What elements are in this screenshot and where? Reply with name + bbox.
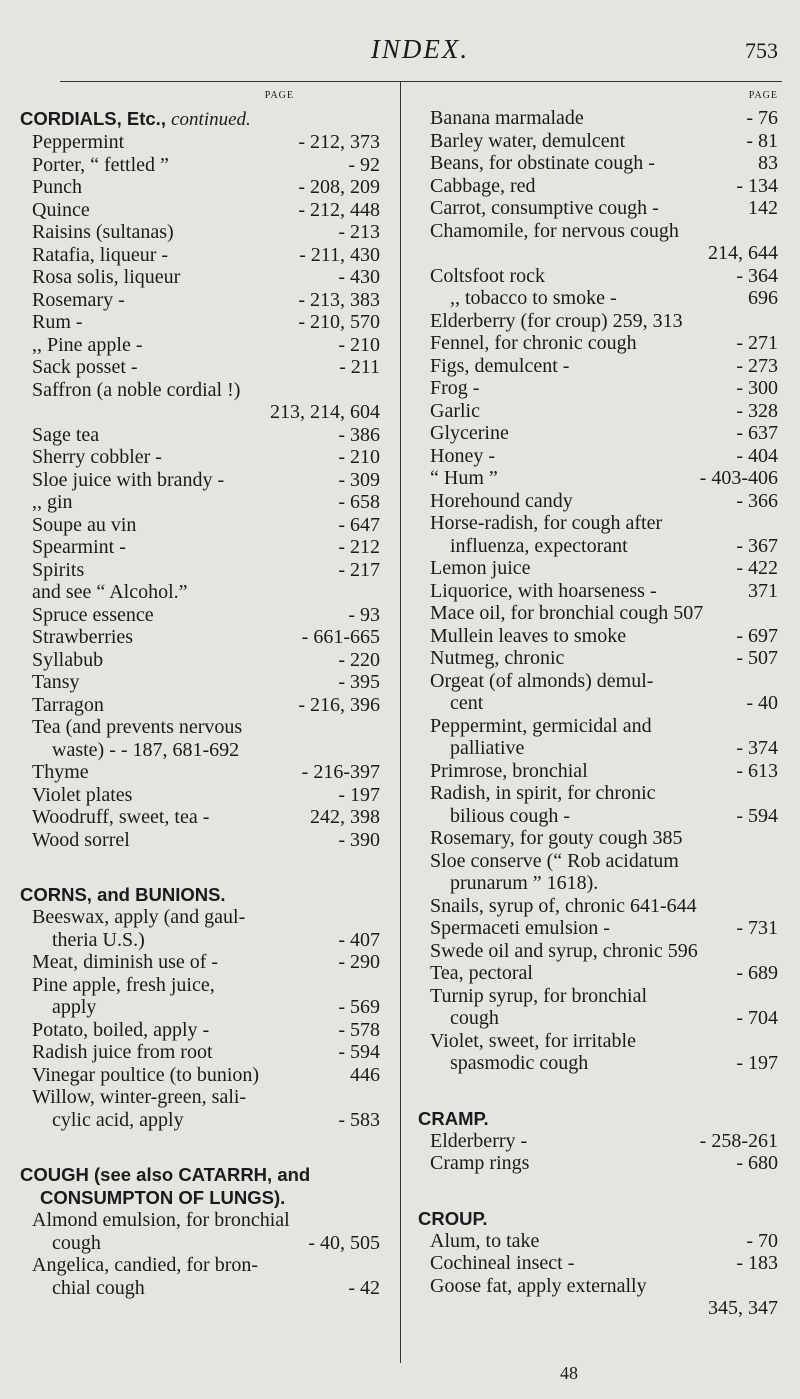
index-entry <box>20 784 380 807</box>
index-entry <box>20 311 380 334</box>
entry-pages: - 76 <box>742 107 778 130</box>
entry-pages: - 364 <box>732 265 778 288</box>
entry-pages: - 290 <box>334 951 380 974</box>
index-entry <box>418 467 778 490</box>
index-entry <box>418 197 778 220</box>
entry-text: Strawberries <box>32 626 134 648</box>
index-entry <box>20 559 380 582</box>
index-entry <box>20 1277 380 1300</box>
index-entry <box>418 287 778 310</box>
index-entry <box>418 805 778 828</box>
index-entry <box>418 152 778 175</box>
entry-text: Mullein leaves to smoke <box>430 624 627 647</box>
entry-text: Horehound candy <box>430 489 573 512</box>
index-entry <box>418 782 778 805</box>
index-entry <box>20 906 380 929</box>
signature-mark: 48 <box>560 1363 578 1383</box>
entry-text: Thyme <box>32 761 89 783</box>
entry-pages: - 594 <box>334 1041 380 1064</box>
entry-text: Quince <box>32 198 90 221</box>
index-entry <box>20 829 380 852</box>
entry-pages: 345, 347 <box>708 1297 778 1319</box>
entry-text: Swede oil and syrup, chronic 596 <box>430 939 698 962</box>
index-entry <box>20 716 380 739</box>
entry-text: Peppermint <box>32 131 125 153</box>
entry-text: Saffron (a noble cordial !) <box>32 378 241 401</box>
page-header <box>60 34 780 74</box>
entry-pages: - 92 <box>344 154 380 177</box>
entry-text: Spirits <box>32 558 85 581</box>
entry-text: Barley water, demulcent <box>430 129 626 152</box>
index-entry <box>20 424 380 447</box>
entry-text: Rum - <box>32 311 83 333</box>
index-entry <box>418 490 778 513</box>
entry-pages: - 366 <box>732 490 778 513</box>
entry-text: ,, Pine apple - <box>32 333 143 356</box>
entry-text: Cochineal insect - <box>430 1252 575 1274</box>
entry-text: Soupe au vin <box>32 513 137 536</box>
entry-pages: - 507 <box>732 647 778 670</box>
index-entry <box>418 220 778 243</box>
entry-text: Beans, for obstinate cough - <box>430 152 655 174</box>
entry-text: Wood sorrel <box>32 828 130 851</box>
entry-text: Sage tea <box>32 423 100 446</box>
entry-pages: - 40, 505 <box>304 1232 380 1255</box>
entry-text: cough <box>52 1231 101 1254</box>
index-entry <box>20 1041 380 1064</box>
section-heading-text: CORNS, and BUNIONS. <box>20 884 226 905</box>
index-entry <box>20 289 380 312</box>
entry-text: Elderberry (for croup) 259, 313 <box>430 309 683 332</box>
section-heading <box>20 1163 380 1186</box>
section-heading <box>418 1207 778 1230</box>
entry-pages: - 583 <box>334 1109 380 1132</box>
entry-pages: - 212, 448 <box>294 199 380 222</box>
index-entry <box>20 626 380 649</box>
index-entry <box>20 176 380 199</box>
entry-pages: - 258-261 <box>696 1130 778 1153</box>
entry-pages: - 328 <box>732 400 778 423</box>
index-entry <box>20 929 380 952</box>
index-entry <box>418 827 778 850</box>
entry-text: influenza, expectorant <box>450 534 628 557</box>
entry-pages: - 613 <box>732 760 778 783</box>
index-entry <box>418 1252 778 1275</box>
entry-text: Radish, in spirit, for chronic <box>430 782 656 804</box>
entry-text: Radish juice from root <box>32 1041 213 1063</box>
entry-pages: - 183 <box>732 1252 778 1275</box>
index-entry <box>418 535 778 558</box>
index-entry <box>418 850 778 873</box>
left-column <box>20 90 380 1299</box>
index-entry <box>20 806 380 829</box>
index-entry <box>20 761 380 784</box>
entry-text: Horse-radish, for cough after <box>430 512 663 534</box>
entry-text: Elderberry - <box>430 1129 528 1152</box>
index-entry <box>20 1019 380 1042</box>
entry-pages: 142 <box>744 197 778 220</box>
entry-pages: - 273 <box>732 355 778 378</box>
entry-pages: - 647 <box>334 514 380 537</box>
entry-text: Violet plates <box>32 783 133 806</box>
entry-pages: - 422 <box>732 557 778 580</box>
index-entry <box>20 446 380 469</box>
entry-pages: - 697 <box>732 625 778 648</box>
entry-text: ,, tobacco to smoke - <box>450 287 617 309</box>
entry-pages: - 704 <box>732 1007 778 1030</box>
entry-text: and see “ Alcohol.” <box>32 581 188 603</box>
entry-text: Banana marmalade <box>430 107 584 129</box>
entry-pages: - 637 <box>732 422 778 445</box>
entry-pages: - 93 <box>344 604 380 627</box>
index-entry <box>418 737 778 760</box>
entry-pages: - 578 <box>334 1019 380 1042</box>
section-gap <box>418 1175 778 1207</box>
entry-pages: 83 <box>754 152 778 175</box>
entry-text: Tea (and prevents nervous <box>32 716 243 738</box>
entry-text: prunarum ” 1618). <box>450 872 599 894</box>
entry-text: apply <box>52 996 97 1018</box>
entry-text: Snails, syrup of, chronic 641-644 <box>430 894 697 917</box>
running-title: INDEX. <box>370 34 470 64</box>
entry-text: Porter, “ fettled ” <box>32 153 169 176</box>
index-entry <box>418 332 778 355</box>
index-entry <box>418 265 778 288</box>
index-entry <box>20 469 380 492</box>
entry-text: Peppermint, germicidal and <box>430 714 652 737</box>
entry-pages: - 731 <box>732 917 778 940</box>
entry-text: Tansy <box>32 671 80 693</box>
index-entry <box>418 872 778 895</box>
entry-pages: - 70 <box>742 1230 778 1253</box>
entry-text: Violet, sweet, for irritable <box>430 1029 636 1052</box>
section-heading-text: CORDIALS, Etc., <box>20 108 166 129</box>
entry-pages: - 403-406 <box>696 467 778 490</box>
entry-text: Spermaceti emulsion - <box>430 917 610 939</box>
index-entry <box>20 581 380 604</box>
entry-text: Goose fat, apply externally <box>430 1274 647 1297</box>
section-heading <box>20 107 380 131</box>
entry-pages: - 300 <box>732 377 778 400</box>
entry-text: Tea, pectoral <box>430 962 533 984</box>
entry-continuation <box>418 1297 778 1320</box>
entry-text: Nutmeg, chronic <box>430 647 565 669</box>
index-entry <box>418 355 778 378</box>
entry-pages: - 211, 430 <box>295 244 380 267</box>
entry-text: Alum, to take <box>430 1229 540 1252</box>
entry-text: Glycerine <box>430 422 509 444</box>
index-entry <box>20 244 380 267</box>
index-entry <box>418 715 778 738</box>
index-entry <box>418 1007 778 1030</box>
index-entry <box>418 625 778 648</box>
page-number: 753 <box>745 38 778 63</box>
entry-pages: - 271 <box>732 332 778 355</box>
index-entry <box>20 604 380 627</box>
entry-text: Sack posset - <box>32 356 138 378</box>
entry-pages: - 309 <box>334 469 380 492</box>
section-gap <box>20 1131 380 1163</box>
entry-pages: - 367 <box>732 535 778 558</box>
entry-text: Ratafia, liqueur - <box>32 243 169 266</box>
entry-text: Cabbage, red <box>430 174 536 197</box>
index-entry <box>418 647 778 670</box>
entry-text: Meat, diminish use of - <box>32 951 219 973</box>
section-heading <box>418 1107 778 1130</box>
index-entry <box>418 445 778 468</box>
entry-pages: - 594 <box>732 805 778 828</box>
entry-pages: - 374 <box>732 737 778 760</box>
entry-pages: - 216-397 <box>298 761 380 784</box>
entry-pages: - 212, 373 <box>294 131 380 154</box>
entry-pages: - 220 <box>334 649 380 672</box>
entry-text: Rosemary - <box>32 288 125 311</box>
entry-pages: - 210 <box>334 446 380 469</box>
entry-text: Chamomile, for nervous cough <box>430 219 679 242</box>
entry-text: Garlic <box>430 399 480 422</box>
entry-pages: - 404 <box>732 445 778 468</box>
index-entry <box>418 377 778 400</box>
index-entry <box>418 985 778 1008</box>
index-entry <box>20 379 380 402</box>
entry-text: Turnip syrup, for bronchial <box>430 984 648 1007</box>
index-entry <box>418 422 778 445</box>
entry-pages: - 430 <box>334 266 380 289</box>
entry-text: Coltsfoot rock <box>430 264 545 287</box>
index-entry <box>418 107 778 130</box>
index-entry <box>20 131 380 154</box>
index-entry <box>418 310 778 333</box>
entry-pages: - 217 <box>334 559 380 582</box>
entry-pages: - 40 <box>742 692 778 715</box>
index-entry <box>418 1275 778 1298</box>
entry-continuation <box>20 401 380 424</box>
index-entry <box>20 1232 380 1255</box>
entry-text: cylic acid, apply <box>52 1108 184 1131</box>
entry-text: Carrot, consumptive cough - <box>430 197 659 219</box>
section-heading-line2: CONSUMPTON OF LUNGS). <box>40 1187 286 1208</box>
entry-text: ,, gin <box>32 491 73 513</box>
entry-pages: - 134 <box>732 175 778 198</box>
index-entry <box>20 536 380 559</box>
index-entry <box>20 951 380 974</box>
index-entry <box>20 671 380 694</box>
section-heading-text: CROUP. <box>418 1207 488 1229</box>
entry-pages: - 197 <box>732 1052 778 1075</box>
entry-continuation <box>418 242 778 265</box>
index-entry <box>418 557 778 580</box>
entry-pages: - 213 <box>334 221 380 244</box>
entry-text: palliative <box>450 737 525 759</box>
entry-text: chial cough <box>52 1276 145 1299</box>
entry-pages: - 42 <box>344 1277 380 1300</box>
entry-text: Fennel, for chronic cough <box>430 332 637 354</box>
index-entry <box>418 962 778 985</box>
page-column-label <box>418 90 778 107</box>
index-entry <box>418 400 778 423</box>
entry-pages: - 689 <box>732 962 778 985</box>
entry-text: Beeswax, apply (and gaul- <box>32 906 246 928</box>
index-entry <box>20 1209 380 1232</box>
page-column-label <box>20 90 380 107</box>
entry-text: Figs, demulcent - <box>430 354 570 377</box>
entry-text: Honey - <box>430 444 495 467</box>
entry-pages: - 216, 396 <box>294 694 380 717</box>
index-entry <box>418 175 778 198</box>
entry-pages: 371 <box>744 580 778 603</box>
entry-text: Cramp rings <box>430 1152 530 1174</box>
entry-text: Tarragon <box>32 693 104 716</box>
section-gap <box>418 1075 778 1107</box>
index-entry <box>20 1109 380 1132</box>
entry-pages: - 661-665 <box>298 626 380 649</box>
entry-pages: - 658 <box>334 491 380 514</box>
index-entry <box>20 739 380 762</box>
entry-text: Spruce essence <box>32 603 154 626</box>
entry-pages: - 213, 383 <box>294 289 380 312</box>
section-heading-text: CRAMP. <box>418 1107 489 1129</box>
section-heading-continued: continued. <box>171 109 251 130</box>
index-entry <box>20 974 380 997</box>
entry-text: Rosa solis, liqueur <box>32 266 181 288</box>
index-entry <box>20 221 380 244</box>
entry-text: Orgeat (of almonds) demul- <box>430 669 654 692</box>
index-entry <box>20 1086 380 1109</box>
entry-text: Sherry cobbler - <box>32 446 162 468</box>
entry-text: Vinegar poultice (to bunion) <box>32 1063 260 1086</box>
index-entry <box>418 895 778 918</box>
entry-text: cough <box>450 1007 499 1029</box>
entry-pages: - 210, 570 <box>294 311 380 334</box>
index-entry <box>20 356 380 379</box>
index-entry <box>20 334 380 357</box>
entry-text: Willow, winter-green, sali- <box>32 1086 247 1108</box>
index-entry <box>418 917 778 940</box>
entry-text: spasmodic cough <box>450 1052 589 1074</box>
index-entry <box>20 199 380 222</box>
entry-pages: 696 <box>744 287 778 310</box>
index-entry <box>418 1030 778 1053</box>
entry-text: Mace oil, for bronchial cough 507 <box>430 602 704 624</box>
entry-text: Potato, boiled, apply - <box>32 1018 210 1041</box>
index-entry <box>418 692 778 715</box>
entry-pages: - 211 <box>335 356 380 379</box>
entry-text: “ Hum ” <box>430 467 498 489</box>
index-entry <box>418 1230 778 1253</box>
index-entry <box>20 1254 380 1277</box>
index-entry <box>20 649 380 672</box>
entry-text: Rosemary, for gouty cough 385 <box>430 827 683 849</box>
index-entry <box>418 1130 778 1153</box>
entry-pages: - 386 <box>334 424 380 447</box>
entry-text: Sloe juice with brandy - <box>32 468 225 491</box>
index-entry <box>418 1152 778 1175</box>
page-label: PAGE <box>748 90 778 101</box>
section-heading-text: COUGH (see also CATARRH, and <box>20 1164 311 1185</box>
index-entry <box>20 996 380 1019</box>
header-rule <box>60 81 782 82</box>
entry-text: Angelica, candied, for bron- <box>32 1254 259 1276</box>
entry-text: waste) - - 187, 681-692 <box>52 738 240 761</box>
column-divider <box>400 82 401 1363</box>
entry-pages: - 407 <box>334 929 380 952</box>
entry-pages: - 390 <box>334 829 380 852</box>
index-entry <box>20 694 380 717</box>
section-heading <box>20 883 380 906</box>
entry-text: Sloe conserve (“ Rob acidatum <box>430 849 679 872</box>
entry-text: Almond emulsion, for bronchial <box>32 1209 290 1231</box>
entry-text: bilious cough - <box>450 804 570 827</box>
index-entry <box>418 580 778 603</box>
entry-pages: - 208, 209 <box>294 176 380 199</box>
index-entry <box>418 512 778 535</box>
entry-pages: - 569 <box>334 996 380 1019</box>
entry-pages: - 81 <box>742 130 778 153</box>
entry-text: Lemon juice <box>430 557 531 579</box>
index-entry <box>418 670 778 693</box>
entry-text: Primrose, bronchial <box>430 759 588 782</box>
index-entry <box>20 514 380 537</box>
entry-pages: - 210 <box>334 334 380 357</box>
entry-pages: - 395 <box>334 671 380 694</box>
index-entry <box>20 154 380 177</box>
entry-text: Raisins (sultanas) <box>32 221 174 243</box>
section-gap <box>20 851 380 883</box>
entry-pages: 213, 214, 604 <box>270 401 380 423</box>
entry-text: Syllabub <box>32 648 104 671</box>
index-entry <box>418 130 778 153</box>
entry-text: theria U.S.) <box>52 928 145 951</box>
index-entry <box>418 760 778 783</box>
right-column <box>418 90 778 1320</box>
entry-text: Punch <box>32 176 82 198</box>
entry-text: Pine apple, fresh juice, <box>32 973 215 996</box>
index-entry <box>418 940 778 963</box>
index-entry <box>418 1052 778 1075</box>
entry-pages: - 680 <box>732 1152 778 1175</box>
entry-text: Spearmint - <box>32 536 126 558</box>
entry-text: Woodruff, sweet, tea - <box>32 806 210 828</box>
entry-pages: 242, 398 <box>306 806 380 829</box>
entry-text: cent <box>450 692 484 714</box>
index-entry <box>20 491 380 514</box>
entry-text: Frog - <box>430 377 480 399</box>
index-entry <box>418 602 778 625</box>
entry-pages: - 197 <box>334 784 380 807</box>
page-label: PAGE <box>264 90 294 101</box>
index-entry <box>20 266 380 289</box>
entry-pages: 446 <box>346 1064 380 1087</box>
entry-pages: - 212 <box>334 536 380 559</box>
index-entry <box>20 1064 380 1087</box>
entry-pages: 214, 644 <box>708 242 778 264</box>
entry-text: Liquorice, with hoarseness - <box>430 579 657 602</box>
